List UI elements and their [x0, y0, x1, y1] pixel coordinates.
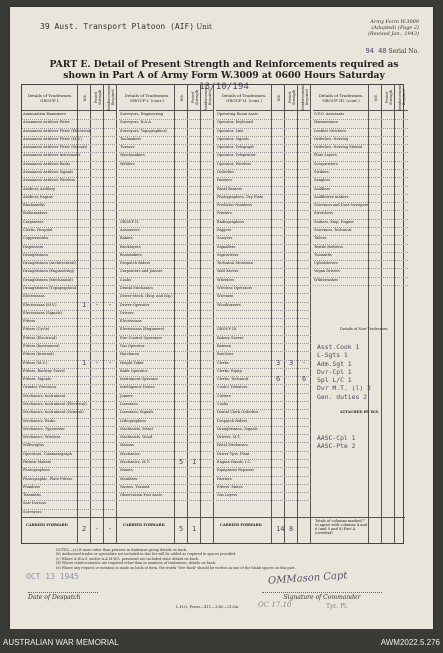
trade-row-label: Operator, Teleprinter [217, 153, 256, 158]
column-header-text: W.E. [373, 93, 378, 102]
row-rule [313, 285, 408, 286]
row-rule [216, 360, 311, 361]
trade-row-label: GROUP II. [120, 219, 140, 224]
trade-row-label: Mechanics, Instrument (General) [23, 410, 84, 415]
trade-row-label: Electricians (Signals) [23, 310, 62, 315]
trade-row-label: Riggers [217, 228, 232, 232]
trade-row-label: Cooks [120, 277, 132, 282]
trade-row-label: Height Taker [120, 360, 144, 365]
form-ref-line: (Adapted) (Page 2) [371, 25, 419, 31]
trade-row-label: Knife Operator [120, 368, 148, 373]
printer-line: L.H.Q. Press—411—3/45—312m. [176, 604, 240, 609]
trade-row-label: Mechanics, Instrument (Electrical) [23, 402, 87, 406]
column-header-text: Posted Strength [190, 89, 199, 106]
trade-row-label: Surveyors, Topographical [120, 128, 167, 133]
non-tradesman-entry: Gen. duties 2 [317, 392, 368, 401]
trade-row-label: Operators, Cinematograph [23, 451, 72, 456]
carried-forward-value: 8 [289, 525, 294, 533]
trade-row-label: Masons [120, 443, 134, 448]
trade-row-label: Wheelers [217, 277, 235, 282]
trade-row-label: Hammermen [314, 120, 338, 125]
carried-forward-value: - [95, 525, 100, 533]
trade-row-label: Watchmakers [120, 153, 145, 158]
trade-row-label: Photographic, Plate Fitters [23, 476, 73, 481]
trade-row-label: Fitters (Cycle) [23, 327, 50, 332]
row-rule [216, 401, 311, 402]
trade-row-label: Fitters (Internal) [23, 352, 54, 357]
trade-row-label: Woodturners [217, 302, 241, 307]
typed-count: 6 [302, 375, 307, 384]
row-rule [119, 210, 214, 211]
trade-row-label: Strikers [314, 170, 329, 174]
trade-row-label: Fitters, Signals [23, 377, 51, 382]
trade-row-label: Plate Layers [314, 153, 337, 158]
column-header-trade: Details of Tradesmen. GROUP II. (cont.) [216, 85, 272, 111]
trade-row-label: Orderlies, Nursing [314, 136, 349, 141]
serial-label: Serial No. [388, 48, 419, 55]
row-rule [216, 310, 311, 311]
column-header-trade: Details of Tradesmen. GROUP III. (cont.) [313, 85, 369, 111]
trade-row-label: Carpenters and Joiners [120, 269, 163, 274]
carried-forward-value: - [108, 525, 113, 533]
typed-count: 6 [276, 375, 281, 384]
row-rule [119, 169, 214, 170]
trade-row-label: Draughtsmen (Topographical) [23, 286, 78, 290]
trade-row-label: Machinists, Metal [120, 426, 153, 431]
title-date: 13/10/194 [199, 81, 249, 92]
trade-row-label: Clerks, Equip [217, 368, 242, 373]
date-of-despatch-label: Date of Despatch [28, 592, 98, 601]
pencil-note: OC 17.10 [258, 601, 292, 609]
column-header-required [395, 85, 408, 111]
trade-row-label: Electricians [120, 319, 142, 324]
footnote-line: (e) Where any request or notation is made on back of form, the words "See Back" should be written in one of the blank spaces on this part. [56, 565, 296, 570]
trade-row-label: Cooks [217, 402, 229, 406]
unit-name: 39 Aust. Transport Platoon (AIF) [40, 22, 195, 31]
typed-count: 1 [82, 300, 87, 309]
trade-row-label: Mechanics, Typewriter [23, 426, 65, 431]
commander-signature: OMMason Capt [267, 570, 348, 587]
form-reference [368, 19, 419, 37]
non-tradesman-entry: Asst.Cook 1 [317, 343, 360, 351]
attached-entry: AASC-Pte 2 [317, 442, 356, 451]
trade-row-label: Signwriters [217, 252, 239, 257]
trade-row-label: Dental Clerk Orderlies [217, 410, 259, 415]
trade-row-label: Saddletree makers [314, 194, 349, 199]
signature-label: Signature of Commander [262, 592, 382, 601]
trade-row-label: Armament Artificer Radio [23, 161, 71, 166]
column-header-text: Posted Strength [93, 89, 102, 106]
column-header-trade: Details of Tradesmen. GROUP I. [22, 85, 78, 111]
form-ref-line: (Revised Jan., 1943) [367, 31, 419, 37]
row-rule [119, 277, 214, 278]
trade-row-label: Despatch Riders [217, 418, 248, 423]
trade-row-label: Linesmen, Signals [120, 410, 154, 415]
date-stamp: OCT 13 1945 [26, 572, 79, 581]
trade-row-label: Armourers [120, 228, 140, 232]
trade-row-label: Welders [120, 161, 135, 166]
trade-row-label: Ammunition Examiners [23, 112, 66, 116]
trade-row-label: GROUP III. [217, 327, 238, 332]
typed-count: - [95, 300, 100, 309]
trade-row-label: Armament Artificer Fitter (Electrical) [23, 128, 92, 133]
trade-row-label: Joiners [120, 393, 133, 398]
row-rule [119, 194, 214, 195]
totals-note: Totals of columns marked * to agree with columns 4 and 6 (and 5 and 8) Part A (overleaf) [315, 519, 367, 535]
column-header-text: Reinforcements Required [106, 83, 115, 112]
trade-row-label: Clerks, Technical [217, 377, 249, 382]
trade-row-label: Bakery Savers [217, 335, 244, 340]
trade-row-label: Fitters' Mates [217, 484, 243, 489]
attached-entry: AASC-Cpl 1 [317, 434, 356, 443]
trade-row-label: Scrapwriters [314, 161, 338, 166]
trade-row-label: Fire Control Operators [120, 335, 162, 340]
trade-row-label: Upholsterers [314, 261, 338, 266]
row-rule [119, 235, 214, 236]
column-header-text: W.E. [82, 93, 87, 102]
typed-count: 1 [192, 458, 197, 466]
typed-count: 3 [276, 358, 281, 367]
trade-row-label: Operator, Telegraph [217, 145, 254, 150]
typed-count: 5 [179, 458, 184, 466]
row-rule [313, 235, 408, 236]
strength-table [21, 84, 404, 544]
serial-number [365, 47, 419, 55]
trade-row-label: Millwrights [23, 443, 44, 448]
non-tradesman-entry: Dvr M.T. (l) 2 [317, 384, 371, 393]
trade-row-label: Orderlies, Nursing Mental [314, 145, 363, 150]
trade-row-label: Operator, Line [217, 128, 244, 133]
non-tradesmen-title: Details of Non-Tradesmen [340, 327, 388, 332]
trade-row-label: Tinsmiths [23, 493, 41, 498]
footnote-line: (c) Where A.W.A.S. and/or A.A.M.W.S. personnel are included state details on back. [56, 556, 199, 561]
trade-row-label: Surveyors [23, 509, 42, 514]
form-ref-line: Army Form W.3009 [370, 19, 419, 25]
trade-row-label: Surveyors, Engineering [120, 112, 164, 116]
column-header-text: Reinforcements Required [397, 83, 406, 112]
trade-row-label: Predictor Numbers [217, 203, 253, 208]
trade-row-label: Plumbers [23, 484, 41, 489]
typed-count: 1 [82, 358, 87, 367]
trade-row-label: Mechanics, Radio [23, 418, 56, 423]
trade-row-label: Nurses, Trained [120, 484, 150, 489]
trade-row-label: Toolmakers [120, 136, 142, 141]
trade-row-label: Artificer, Engine [23, 194, 53, 199]
typed-count: - [95, 358, 100, 367]
row-rule [22, 318, 117, 319]
footnote-line: (b) Authorized trades or specialists not included in this list will be added as required in spaces provided. [56, 552, 237, 557]
trade-row-label: Miners [120, 468, 133, 473]
trade-row-label: Fitters (M.V.) [23, 360, 48, 365]
trade-row-label: Draughtsmen (Engineering) [23, 269, 75, 274]
serial-value: 94 40 [365, 47, 387, 55]
trade-row-label: Operator, Keyboard [217, 120, 253, 125]
title-text: PART E. Detail of Present Strength and Reinforcements required as shown in Part A of Army Form W.3009 at 0600 Hours Saturday [49, 59, 399, 81]
trade-row-label: Wireless Operators [217, 286, 253, 290]
trade-row-label: Printers [217, 211, 232, 216]
unit-label: Unit [196, 23, 212, 31]
trade-row-label: Bakers [120, 236, 133, 241]
trade-row-label: Armament Artificer Fitter (Signals) [23, 145, 88, 150]
trade-row-label: Mechanics, Instrument [23, 393, 66, 398]
row-rule [119, 186, 214, 187]
trade-row-label: Pattern Makers [23, 460, 52, 464]
trade-row-label: Electricians [23, 294, 45, 299]
trade-row-label: G.P.O. Assistants [314, 112, 345, 116]
trade-row-label: Textile Refitters [314, 244, 344, 249]
trade-row-label: Cook's Tributors [217, 385, 248, 390]
trade-row-label: Armament Artificer Fitter [23, 120, 70, 125]
trade-row-label: Draughtsmen (Mechanical) [23, 277, 73, 282]
column-header-text: Posted Strength [384, 89, 393, 106]
trade-row-label: Draughtsmen (Architectural) [23, 261, 76, 266]
trade-row-label: Sanglers [314, 178, 331, 183]
carried-forward-value: 2 [82, 525, 87, 533]
trade-row-label: Stokers, Emp, Engine [314, 219, 354, 224]
trade-row-label: Tinsmiths [314, 252, 332, 257]
trade-row-label: Armament Artificer Signals [23, 170, 73, 174]
trade-row-label: Bricklayers [120, 244, 141, 249]
row-rule [216, 318, 311, 319]
typed-count: - [108, 300, 113, 309]
trade-row-label: Mechanics [120, 451, 140, 456]
trade-row-label: Fitters (Instrument) [23, 344, 60, 348]
trade-row-label: Artificer, Artillery [23, 186, 56, 191]
trade-row-label: Equipment Repairer [217, 468, 255, 473]
unit-line [40, 22, 212, 31]
footnote-line: NOTES.—(a) If more other than privates in trademan group details on back. [56, 548, 188, 552]
carried-forward-label: CARRIED FORWARD [26, 523, 68, 527]
trade-row-label: Moulders [120, 476, 138, 481]
trade-row-label: Blacksmiths [23, 203, 46, 208]
trade-row-label: Painters [217, 178, 232, 183]
column-header-text: W.E. [179, 93, 184, 102]
carried-forward-label: CARRIED FORWARD [220, 523, 262, 527]
trade-row-label: Draughtsmen [23, 252, 48, 257]
trade-row-label: Surveyors, R.A.A. [120, 120, 153, 125]
trade-row-label: Observation Post Assts. [120, 493, 163, 498]
trade-row-label: Photographers, Dry Plate [217, 194, 264, 199]
trade-row-label: Hatchmen [120, 352, 139, 357]
non-tradesman-entry: Adm.Sgt 1 [317, 359, 352, 368]
trade-row-label: Mechanics, Wireless [23, 435, 61, 440]
trade-row-label: Technical Storemen [217, 261, 254, 266]
trade-row-label: Engine Hands, I.C. [217, 460, 252, 464]
row-rule [119, 467, 214, 468]
trade-row-label: Armament Artificer Fitter (M.V.) [23, 136, 82, 141]
archive-id: AWM2022.5.276 [380, 638, 440, 647]
column-header-trade: Details of Tradesmen. GROUP I. (cont.) [119, 85, 175, 111]
row-rule [119, 202, 214, 203]
row-rule [119, 393, 214, 394]
trade-row-label: Clerks, Hospital [23, 228, 53, 232]
trade-row-label: Mechanics, M.T. [120, 460, 150, 464]
trade-row-label: Clerks [217, 360, 229, 365]
trade-row-label: Despatch Riders [120, 261, 151, 266]
footnote-line: (d) Where reinforcements are required other than in numbers of tradesmen, details on back. [56, 561, 216, 566]
trade-row-label: Fitters (Electrical) [23, 335, 57, 340]
trade-row-label: Turners [120, 145, 135, 150]
row-rule [119, 500, 214, 501]
trade-row-label: Linesmen [120, 402, 138, 406]
non-tradesman-entry: L-Sgts 1 [317, 351, 348, 360]
carried-forward-value: 5 [179, 525, 184, 533]
trade-row-label: Electricians (Engineers) [120, 327, 165, 332]
trade-row-label: Gas Layers [217, 493, 238, 498]
trade-row-label: Sawyers [217, 236, 233, 241]
trade-row-label: Photographers [23, 468, 50, 473]
carried-forward-value: 1 [192, 525, 197, 533]
trade-row-label: Dispensers [23, 244, 44, 249]
trade-row-label: Wall Savers [217, 269, 239, 274]
trade-row-label: Orderlies [217, 170, 235, 174]
archive-name: AUSTRALIAN WAR MEMORIAL [3, 638, 119, 647]
typed-count: - [108, 358, 113, 367]
archive-footer [0, 629, 443, 653]
column-header-text: Reinforcements Required [300, 83, 309, 112]
trade-row-label: Panel Beaters [217, 186, 243, 191]
footer-rule [22, 517, 405, 518]
column-header-text: W.E. [276, 93, 281, 102]
trade-row-label: Signallers [217, 244, 236, 249]
footnotes [56, 548, 296, 570]
trade-row-label: Storemen and Dust Sweepers [314, 203, 369, 208]
trade-row-label: Batmen [217, 344, 232, 348]
trade-row-label: Machinists, Wood [120, 435, 153, 440]
trade-row-label: Leather Stitchers [314, 128, 346, 133]
trade-row-label: Fitters [23, 319, 36, 324]
trade-row-label: Boilermakers [23, 211, 48, 216]
trade-row-label: Intelligence Duties [120, 385, 155, 390]
typed-count: - [302, 358, 307, 367]
trade-row-label: Fitters, Railway Travel [23, 368, 65, 373]
trade-row-label: Instrument Operator [120, 377, 159, 382]
trade-row-label: Gas Operator [120, 344, 145, 348]
carried-forward-label: CARRIED FORWARD [123, 523, 165, 527]
trade-row-label: Butchers [217, 352, 234, 357]
trade-row-label: Radiographers [217, 219, 245, 224]
trade-row-label: Saw Doctors [23, 501, 47, 506]
carried-forward-value: 14 [276, 525, 285, 533]
trade-row-label: Drivers, M.T. [217, 435, 241, 440]
trade-row-label: Wiremen [217, 294, 234, 299]
trade-row-label: Electricians (M.V.) [23, 302, 57, 307]
trade-row-label: Saddlers [314, 186, 331, 191]
trade-row-label: Dental Mechanics [120, 286, 153, 290]
trade-row-label: Operator, Signals [217, 136, 249, 141]
trade-row-label: Lithographers [120, 418, 146, 423]
trade-row-label: Vegan Drivers [314, 269, 340, 274]
trade-row-label: Driver Tpts. Plant [217, 451, 250, 456]
trade-row-label: Bootmakers [120, 252, 142, 257]
trade-row-label: Carpenters [23, 219, 44, 224]
trade-row-label: Driver-Mech. (Eng. and Sig.) [120, 294, 173, 299]
trade-row-label: Cutters [217, 393, 231, 398]
trade-row-label: Armament Artificer Instrument [23, 153, 80, 158]
attached-label: ATTACHED BY W.E. [340, 410, 380, 415]
column-header-text: Reinforcements Required [203, 83, 212, 112]
trade-row-label: Operating Room Assts. [217, 112, 259, 116]
trade-row-label: Farriers [217, 476, 232, 481]
trade-row-label: Storemen, Technical [314, 228, 352, 232]
trade-row-label: Drivers [120, 310, 134, 315]
column-header-text: Posted Strength [287, 89, 296, 106]
trade-row-label: Armament Artificer Wireless [23, 178, 76, 183]
trade-row-label: Stretchers [314, 211, 334, 216]
trade-row-label: Operator, Wireless [217, 161, 252, 166]
row-rule [216, 500, 311, 501]
pencil-note-2: Tpt. Pl. [326, 603, 348, 610]
row-rule [119, 177, 214, 178]
trade-row-label: Hotel Mechanics [217, 443, 248, 448]
non-tradesman-entry: Dvr-Cpl 1 [317, 367, 352, 376]
trade-row-label: Tailors [314, 236, 327, 241]
non-tradesman-entry: Spl L/C 1 [317, 376, 352, 385]
typed-count: 3 [289, 358, 294, 367]
trade-row-label: Whitewashes [314, 277, 339, 282]
trade-row-label: Coppersmiths [23, 236, 49, 241]
trade-row-label: Grinder, Precision [23, 385, 56, 390]
trade-row-label: Driver-Operator [120, 302, 150, 307]
trade-row-label: Draughtsmen, Signals [217, 426, 258, 431]
